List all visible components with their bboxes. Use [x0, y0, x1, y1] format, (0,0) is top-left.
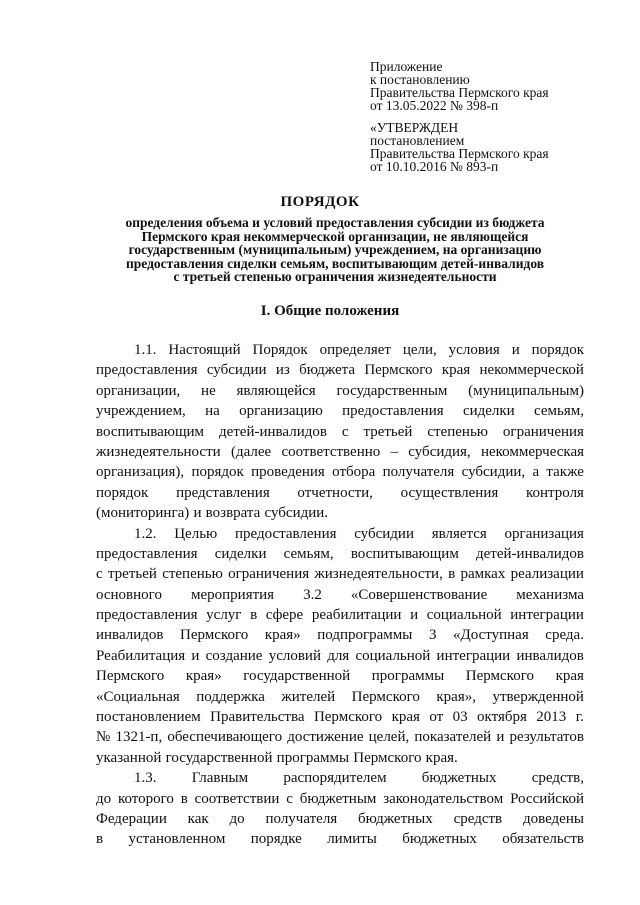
subtitle-line: государственным (муниципальным) учреждением, на организацию — [128, 242, 542, 258]
paragraph-line — [96, 360, 584, 380]
word: получателя — [382, 464, 455, 481]
word: бюджетных — [421, 770, 497, 787]
word: 1.2. — [134, 525, 157, 542]
word: представления — [176, 484, 270, 501]
word: утвержденной — [492, 688, 584, 705]
word: сиделки — [214, 545, 267, 562]
word: в — [448, 566, 456, 583]
word: инвалидов — [96, 627, 164, 644]
word: Правительства — [210, 709, 305, 726]
word: бюджетных — [358, 810, 433, 827]
word: проведения — [251, 464, 325, 481]
approved-block — [370, 121, 620, 173]
word: из — [275, 362, 290, 379]
word: степенью — [162, 566, 223, 583]
word: порядок — [191, 464, 244, 481]
word: бюджета — [299, 362, 356, 379]
word: организация — [504, 525, 584, 542]
word: реализации — [510, 566, 584, 583]
paragraph-line — [96, 401, 584, 421]
word: 03 — [452, 709, 468, 726]
paragraph-line — [96, 748, 584, 768]
word: программы — [276, 749, 350, 766]
word: степенью — [427, 423, 488, 440]
word: предоставления — [96, 545, 198, 562]
word: не — [201, 382, 216, 399]
paragraph-line — [96, 442, 584, 462]
word: подпрограммы — [317, 627, 413, 644]
word: законодательством — [383, 790, 504, 807]
paragraph-line — [96, 381, 584, 401]
word: механизма — [516, 586, 584, 603]
word: детей-инвалидов — [476, 545, 584, 562]
word: детей-инвалидов — [218, 423, 327, 440]
word: которого — [117, 790, 174, 807]
word: а — [532, 464, 540, 481]
approved-line: «УТВЕРЖДЕН — [370, 120, 459, 135]
word: в — [96, 831, 104, 848]
paragraph-line — [96, 646, 584, 666]
word: соответственно — [281, 443, 381, 460]
word: реабилитации — [311, 607, 402, 624]
word: целей, — [368, 729, 410, 746]
word: являющейся — [236, 382, 316, 399]
paragraph-line — [96, 503, 584, 523]
paragraph-line — [96, 462, 584, 482]
word: возврата — [205, 505, 261, 522]
word: государственной — [243, 668, 351, 685]
paragraph-line — [96, 340, 584, 360]
word: Пермского — [180, 627, 249, 644]
paragraph-line — [96, 524, 584, 544]
word: государственной — [165, 749, 273, 766]
approved-line: от 10.10.2016 № 893-п — [370, 159, 499, 174]
paragraph-line — [96, 789, 584, 809]
subtitle-line: определения объема и условий предоставления субсидии из бюджета — [125, 215, 545, 230]
word: создание — [205, 647, 263, 664]
word: соответствии — [194, 790, 280, 807]
word: инвалидов — [516, 647, 584, 664]
word: субсидии, — [461, 464, 526, 481]
word: субсидии — [206, 362, 267, 379]
word: основного — [96, 586, 162, 603]
word: 3 — [428, 627, 437, 644]
word: сиделки — [462, 403, 515, 420]
word: Реабилитация — [96, 647, 186, 664]
appendix-block — [370, 60, 620, 112]
word: Пермского — [465, 668, 534, 685]
appendix-line: Приложение — [370, 59, 443, 74]
word: контроля — [525, 484, 584, 501]
word: предоставления — [96, 362, 198, 379]
word: обязательств — [502, 831, 584, 848]
word: «Социальная — [96, 688, 180, 705]
word: края — [391, 709, 420, 726]
word: 1.1. — [134, 342, 157, 358]
word: как — [187, 810, 209, 827]
subtitle-line: с третьей степенью ограничения жизнедеятельности — [173, 269, 497, 285]
word: от — [429, 709, 444, 726]
word: до — [96, 790, 112, 807]
word: показателей — [414, 729, 492, 746]
word: мероприятия — [190, 586, 275, 603]
word: края — [441, 362, 471, 379]
word: предоставления — [234, 525, 337, 542]
word: и — [193, 505, 202, 522]
word: (мониторинга) — [96, 505, 190, 522]
word: с — [341, 423, 349, 440]
word: г. — [575, 709, 584, 726]
appendix-line: от 13.05.2022 № 398-п — [370, 98, 499, 113]
word: воспитывающим — [350, 545, 459, 562]
word: 2013 — [536, 709, 567, 726]
word: лимиты — [327, 831, 377, 848]
paragraph-line — [96, 585, 584, 605]
word: и — [191, 647, 200, 664]
paragraph-line — [96, 687, 584, 707]
word: 1.3. — [134, 770, 157, 787]
word: Федерации — [96, 810, 167, 827]
approved-line: постановлением — [370, 133, 465, 148]
word: жизнедеятельности — [96, 443, 221, 460]
word: 3.2 — [303, 586, 322, 603]
word: с — [96, 566, 103, 583]
appendix-line: к постановлению — [370, 72, 470, 87]
paragraph-line — [96, 605, 584, 625]
word: получателя — [265, 810, 338, 827]
word: обеспечивающего — [167, 729, 283, 746]
subtitle-line: Пермского края некоммерческой организации, не являющейся — [141, 228, 529, 244]
word: края» — [264, 627, 301, 644]
word: среда. — [545, 627, 584, 644]
word: бюджетным — [299, 790, 377, 807]
word: социальной — [355, 647, 431, 664]
word: в — [180, 790, 188, 807]
word: интеграции — [436, 647, 511, 664]
word: определяет — [319, 342, 391, 358]
word: «Доступная — [453, 627, 529, 644]
word: Главным — [191, 770, 249, 787]
approved-line: Правительства Пермского края — [370, 146, 549, 161]
word: социальной — [426, 607, 502, 624]
word: (муниципальным) — [468, 382, 584, 399]
word: субсидия, — [408, 443, 471, 460]
word: поддержка — [196, 688, 265, 705]
word: жителей — [281, 688, 336, 705]
word: жизнедеятельности, — [314, 566, 443, 583]
paragraph-line — [96, 483, 584, 503]
word: услуг — [206, 607, 242, 624]
word: и — [410, 607, 419, 624]
word: некоммерческой — [479, 362, 584, 379]
word: цели, — [402, 342, 437, 358]
word: осуществления — [400, 484, 499, 501]
word: средств, — [531, 770, 584, 787]
word: и — [511, 342, 520, 358]
word: результатов — [509, 729, 584, 746]
section-heading: I. Общие положения — [260, 303, 400, 319]
word: распорядителем — [283, 770, 387, 787]
word: воспитывающим — [96, 423, 205, 440]
word: условий — [268, 647, 321, 664]
word: субсидии. — [264, 505, 329, 522]
paragraph-line — [96, 768, 584, 788]
paragraph-line — [96, 707, 584, 727]
word: третьей — [363, 423, 413, 440]
word: в — [250, 607, 258, 624]
word: Пермского — [313, 709, 383, 726]
word: установленном — [128, 831, 226, 848]
word: Целью — [174, 525, 218, 542]
word: с — [286, 790, 293, 807]
word: бюджетных — [402, 831, 477, 848]
paragraph-line — [96, 422, 584, 442]
word: рамках — [460, 566, 506, 583]
word: средств — [453, 810, 503, 827]
body-text — [96, 340, 584, 850]
paragraph-line — [96, 829, 584, 849]
paragraph-line — [96, 809, 584, 829]
word: Пермского — [364, 362, 433, 379]
word: – — [390, 443, 399, 460]
word: Настоящий — [168, 342, 241, 358]
word: (далее — [230, 443, 272, 460]
word: на — [205, 403, 220, 420]
word: для — [327, 647, 350, 664]
paragraph-line — [96, 544, 584, 564]
paragraph-line — [96, 727, 584, 747]
word: Пермского — [351, 688, 420, 705]
word: края — [555, 668, 584, 685]
paragraph-line — [96, 564, 584, 584]
word: является — [431, 525, 487, 542]
word: порядок — [531, 342, 584, 358]
document-title: ПОРЯДОК — [280, 194, 360, 210]
word: края», — [436, 688, 476, 705]
word: интеграции — [510, 607, 584, 624]
paragraph-line — [96, 625, 584, 645]
word: Пермского — [96, 668, 165, 685]
appendix-line: Правительства Пермского края — [370, 85, 549, 100]
word: октября — [477, 709, 527, 726]
word: сфере — [265, 607, 304, 624]
word: ограничения — [228, 566, 310, 583]
word: достижение — [287, 729, 364, 746]
word: до — [229, 810, 245, 827]
word: указанной — [96, 749, 162, 766]
word: ограничения — [502, 423, 584, 440]
word: программы — [371, 668, 445, 685]
word: предоставления — [342, 403, 444, 420]
word: доведены — [522, 810, 584, 827]
word: «Совершенствование — [350, 586, 488, 603]
paragraph-line — [96, 666, 584, 686]
word: субсидии — [354, 525, 414, 542]
word: организацию — [239, 403, 323, 420]
word: условия — [448, 342, 500, 358]
word: государственным — [336, 382, 448, 399]
word: Российской — [510, 790, 584, 807]
word: также — [546, 464, 584, 481]
word: учреждением, — [96, 403, 186, 420]
word: № — [96, 729, 111, 746]
word: края» — [185, 668, 222, 685]
word: постановлением — [96, 709, 201, 726]
word: третьей — [107, 566, 157, 583]
subtitle-line: предоставления сиделки семьям, воспитывающим детей-инвалидов — [125, 255, 545, 271]
word: порядок — [96, 484, 149, 501]
word: края. — [425, 749, 458, 766]
word: некоммерческая — [480, 443, 584, 460]
word: семьям, — [283, 545, 334, 562]
word: и — [496, 729, 505, 746]
word: организация), — [96, 464, 185, 481]
word: отчетности, — [297, 484, 373, 501]
document-subtitle — [70, 216, 600, 284]
word: организации, — [96, 382, 181, 399]
word: порядке — [250, 831, 302, 848]
word: семьям, — [534, 403, 584, 420]
word: отбора — [332, 464, 376, 481]
word: 1321-п, — [115, 729, 163, 746]
word: предоставления — [96, 607, 198, 624]
word: Порядок — [252, 342, 308, 358]
word: Пермского — [353, 749, 422, 766]
